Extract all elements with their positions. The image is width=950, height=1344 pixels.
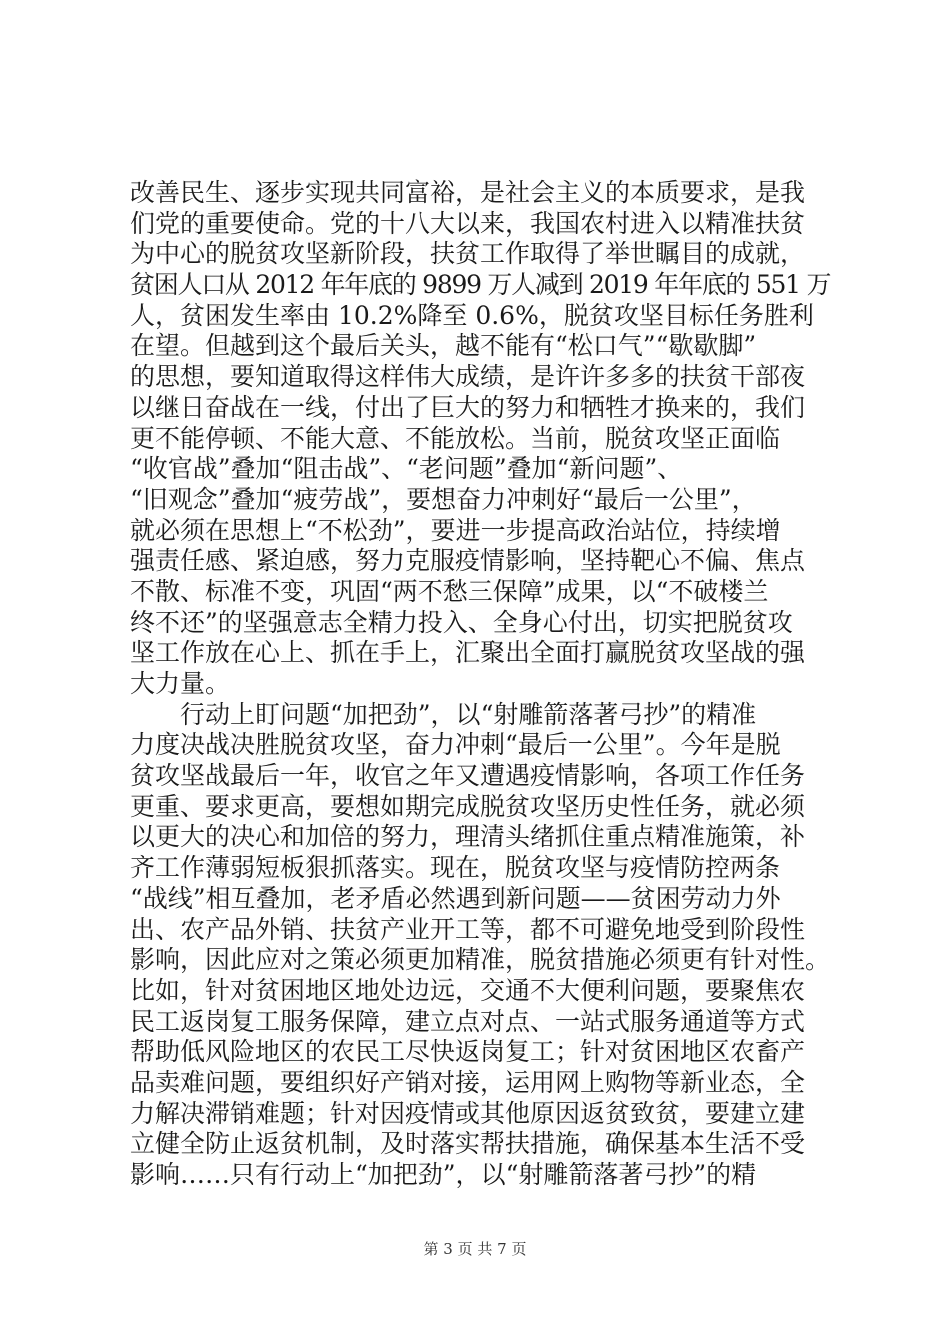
text-line: 品卖难问题，要组织好产销对接，运用网上购物等新业态，全 bbox=[130, 1067, 806, 1097]
text-line: 不散、标准不变，巩固“两不愁三保障”成果，以“不破楼兰 bbox=[130, 576, 769, 606]
text-line: 以更大的决心和加倍的努力，理清头绪抓住重点精准施策，补 bbox=[130, 822, 806, 852]
page-footer: 第 3 页 共 7 页 bbox=[423, 1240, 527, 1258]
text-line: 以继日奋战在一线，付出了巨大的努力和牺牲才换来的，我们 bbox=[130, 392, 806, 422]
text-line: 为中心的脱贫攻坚新阶段，扶贫工作取得了举世瞩目的成就， bbox=[130, 239, 806, 269]
text-line: 民工返岗复工服务保障，建立点对点、一站式服务通道等方式 bbox=[130, 1006, 806, 1036]
text-line: 就必须在思想上“不松劲”，要进一步提高政治站位，持续增 bbox=[130, 515, 781, 545]
text-line: 立健全防止返贫机制，及时落实帮扶措施，确保基本生活不受 bbox=[130, 1129, 806, 1159]
paragraph bbox=[130, 178, 830, 700]
text-line: 贫困人口从 2012 年年底的 9899 万人减到 2019 年年底的 551 万 bbox=[130, 270, 831, 300]
text-line: 改善民生、逐步实现共同富裕，是社会主义的本质要求，是我 bbox=[130, 178, 806, 207]
text-line: 人，贫困发生率由 10.2%降至 0.6%，脱贫攻坚目标任务胜利 bbox=[130, 300, 814, 330]
text-line: 力度决战决胜脱贫攻坚，奋力冲刺“最后一公里”。今年是脱 bbox=[130, 730, 781, 760]
text-line: 帮助低风险地区的农民工尽快返岗复工；针对贫困地区农畜产 bbox=[130, 1037, 806, 1067]
text-line: 们党的重要使命。党的十八大以来，我国农村进入以精准扶贫 bbox=[130, 208, 806, 238]
text-line: “旧观念”叠加“疲劳战”，要想奋力冲刺好“最后一公里”， bbox=[130, 484, 757, 514]
text-line: 终不还”的坚强意志全精力投入、全身心付出，切实把脱贫攻 bbox=[130, 607, 793, 637]
text-line: 出、农产品外销、扶贫产业开工等，都不可避免地受到阶段性 bbox=[130, 914, 806, 944]
text-line: 强责任感、紧迫感，努力克服疫情影响，坚持靶心不偏、焦点 bbox=[130, 546, 806, 576]
text-line: 影响……只有行动上“加把劲”，以“射雕箭落著弓抄”的精 bbox=[130, 1160, 757, 1189]
text-line: 影响，因此应对之策必须更加精准，脱贫措施必须更有针对性。 bbox=[130, 945, 831, 975]
text-line: 在望。但越到这个最后关头，越不能有“松口气”“歇歇脚” bbox=[130, 331, 757, 361]
text-line: 行动上盯问题“加把劲”，以“射雕箭落著弓抄”的精准 bbox=[180, 699, 757, 729]
text-line: 更重、要求更高，要想如期完成脱贫攻坚历史性任务，就必须 bbox=[130, 791, 806, 821]
text-line: 力解决滞销难题；针对因疫情或其他原因返贫致贫，要建立建 bbox=[130, 1098, 806, 1128]
document-body bbox=[130, 178, 830, 1191]
text-line: 大力量。 bbox=[130, 669, 231, 698]
text-line: “收官战”叠加“阻击战”、“老问题”叠加“新问题”、 bbox=[130, 454, 683, 484]
text-line: 更不能停顿、不能大意、不能放松。当前，脱贫攻坚正面临 bbox=[130, 423, 781, 453]
text-line: 的思想，要知道取得这样伟大成绩，是许许多多的扶贫干部夜 bbox=[130, 362, 806, 392]
text-line: 比如，针对贫困地区地处边远，交通不大便利问题，要聚焦农 bbox=[130, 975, 806, 1005]
paragraph bbox=[130, 700, 830, 1191]
text-line: “战线”相互叠加，老矛盾必然遇到新问题——贫困劳动力外 bbox=[130, 883, 781, 913]
text-line: 坚工作放在心上、抓在手上，汇聚出全面打赢脱贫攻坚战的强 bbox=[130, 638, 806, 668]
text-line: 齐工作薄弱短板狠抓落实。现在，脱贫攻坚与疫情防控两条 bbox=[130, 853, 781, 883]
text-line: 贫攻坚战最后一年，收官之年又遭遇疫情影响，各项工作任务 bbox=[130, 761, 806, 791]
